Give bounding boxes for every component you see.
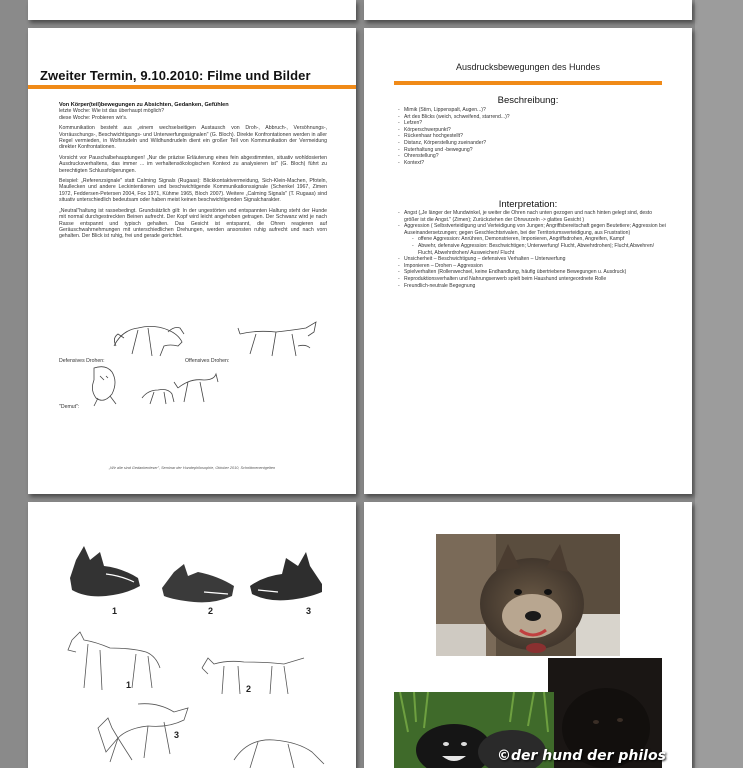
- list-item: - Mimik (Stirn, Lippenspalt, Augen...)?: [398, 107, 666, 114]
- wolf-body-drawing: [198, 644, 308, 700]
- figure-number: 2: [208, 606, 214, 616]
- list-item: - Lefzen?: [398, 120, 666, 127]
- figure-number: 1: [112, 606, 118, 616]
- wolf-head-drawing: [246, 548, 326, 608]
- interpretation-list: [398, 210, 666, 289]
- list-item: - Distanz, Körperstellung zueinander?: [398, 140, 666, 147]
- wolf-sketch-demut: [86, 362, 126, 408]
- heading-beschreibung: Beschreibung:: [497, 95, 559, 106]
- list-item: - Körperschwerpunkt?: [398, 127, 666, 134]
- intro-line: diese Woche: Probieren wir's.: [59, 114, 128, 121]
- list-item: - Ruterhaltung und -bewegung?: [398, 147, 666, 154]
- figure-number: 3: [174, 730, 180, 740]
- list-item: - Art des Blicks (weich, schweifend, starrend...)?: [398, 114, 666, 121]
- list-item: - Aggression ( Selbstverteidigung und Verteidigung von Jungen; Angriffsbereitschaft gegen Beutetiere; Aggression bei Auseinandersetzungen; gegen Geschlechtsrivalen, bei der Territoriumsverteidigung, aus Frustration): [398, 223, 666, 236]
- paragraph: Beispiel: „Referenzsignale" statt Calming Signals (Rugaas): Blickkontaktvermeidung, Sich-Klein-Machen, Pfoteln, Maullecken und andere Leckintentionen und beschwichtigende Kommunikationssignale (Schenkel 1967, Zimen 1972, Feddersen-Petersen 2004, Fox 1971, Kühme 1965, Bloch 2007). Weitere „Calming Signals" (T. Rugaas) sind situativ unterschiedlich bedeutsam oder haben meist keinen beschwichtigenden Signalcharakter.: [59, 178, 327, 204]
- wolf-body-drawing: [228, 724, 328, 768]
- paragraph: Vorsicht vor Pauschalbehauptungen! „Nur die präzise Erläuterung eines fein abgestimmten, situativ wohldosierten Ausdrucksverhaltens, das immer ... im verhaltensökologischen Kontext zu analysieren ist" (G. Bloch) führt zu berechtigten Schlussfolgerungen.: [59, 154, 327, 174]
- page-3[interactable]: [28, 502, 356, 768]
- label-demut: "Demut":: [59, 404, 80, 410]
- list-subitem: - Abwehr, defensive Aggression: Beschwichtigen; Unterwerfung! Flucht, Abwehrdrohen|; Flucht,Abwehren/ Flucht, Abwehrdrohen/ Ausweichen/ Flucht: [398, 243, 666, 256]
- wolf-sketch-defensive: [108, 316, 188, 360]
- list-item: - Freundlich-neutrale Begegnung: [398, 283, 666, 290]
- page-2[interactable]: [364, 28, 692, 494]
- list-item: - Angst („Je länger der Mundwinkel, je weiter die Ohren nach unten gezogen und nach hinten gelegt sind, desto größer ist die Angst." (Zimen); Zurückziehen der Ohrwurzeln -> glattes Gesicht ): [398, 210, 666, 223]
- beschreibung-list: [398, 107, 666, 166]
- page-4[interactable]: [364, 502, 692, 768]
- paragraph: Kommunikation besteht aus „einem wechselseitigen Austausch von Droh-, Abbruch-, Versöhnungs-, Vorräuschungs-, Beschwichtigungs- und Unterwerfungssignalen" (G. Bloch). Direkte Konfrontationen werden in aller Regel vermieden, in Wolfsrudeln und Wildhundrudeln dient ein großer Teil von Kommunikation der Vermeidung direkter Konfrontationen.: [59, 125, 327, 151]
- label-offensive: Offensives Drohen:: [185, 358, 230, 364]
- page-strip-left: [28, 0, 356, 20]
- wolf-head-drawing: [158, 558, 240, 612]
- list-item: - Spielverhalten (Rollenwechsel, keine Endhandlung, häufig übertriebene Bewegungen u. Ausdruck): [398, 269, 666, 276]
- page-1[interactable]: [28, 28, 356, 494]
- list-item: - Kontext?: [398, 160, 666, 167]
- list-item: - Rückenhaar hochgestellt?: [398, 133, 666, 140]
- wolf-sketch-pair: [138, 368, 220, 408]
- list-subitem: - offene Aggression: Anrühren, Demonstrieren, Imponieren, Angriffsdrohen, Angreifen, Kampf: [398, 236, 666, 243]
- figure-number: 1: [126, 680, 132, 690]
- intro-line: letzte Woche: Wie ist das überhaupt möglich?: [59, 108, 165, 115]
- window-edge: [695, 0, 743, 768]
- label-defensive: Defensives Drohen:: [59, 358, 105, 364]
- page-1-body: [59, 102, 327, 244]
- page-footer: „Wir alle sind Gedankenleser", Seminar der Hundephilosophie, Oktober 2010, Schnittmenentgelten: [108, 466, 276, 470]
- list-item: - Unsicherheit – Beschwichtigung – defensives Verhalten – Unterwerfung: [398, 256, 666, 263]
- wolf-body-drawing: [88, 698, 198, 768]
- figure-number: 3: [306, 606, 312, 616]
- heading-interpretation: Interpretation:: [498, 199, 558, 210]
- list-item: - Imponieren – Drohen – Aggression: [398, 263, 666, 270]
- figure-number: 2: [246, 684, 252, 694]
- list-item: - Ohrenstellung?: [398, 153, 666, 160]
- page-title: Ausdrucksbewegungen des Hundes: [455, 62, 601, 72]
- wolf-photo: [436, 534, 620, 656]
- list-item: - Reproduktionsverhalten und Nahrungserwerb spielt beim Haushund untergeordnete Rolle: [398, 276, 666, 283]
- watermark: ©der hund der philos: [497, 748, 666, 764]
- page-strip-right: [364, 0, 692, 20]
- section-heading: Von Körper(teil)bewegungen zu Absichten, Gedanken, Gefühlen: [59, 102, 229, 108]
- paragraph: „Neutral"haltung ist rassebedingt. Grundsätzlich gilt: In der ungestörten und entspannten Haltung steht der Hunde mit normal durchgestreckten Beinen aufrecht. Der Kopf wird leicht angehoben getragen. Der Schwanz wird je nach Rasse entspannt und typisch gehalten. Das Gesicht ist entspannt, die Ohren reagieren auf Geräuschwahrnehmungen mit unterschiedlichen Drehungen, werden ansonsten ruhig aufrecht und nach vorn gehalten. Der Blick ist ruhig, frei und gerade gerichtet.: [59, 207, 327, 240]
- page-title: Zweiter Termin, 9.10.2010: Filme und Bilder: [40, 68, 311, 83]
- title-underline: [394, 81, 662, 85]
- title-underline: [28, 85, 356, 89]
- wolf-body-drawing: [66, 626, 162, 696]
- wolf-sketch-offensive: [236, 318, 322, 360]
- wolf-head-drawing: [66, 538, 146, 606]
